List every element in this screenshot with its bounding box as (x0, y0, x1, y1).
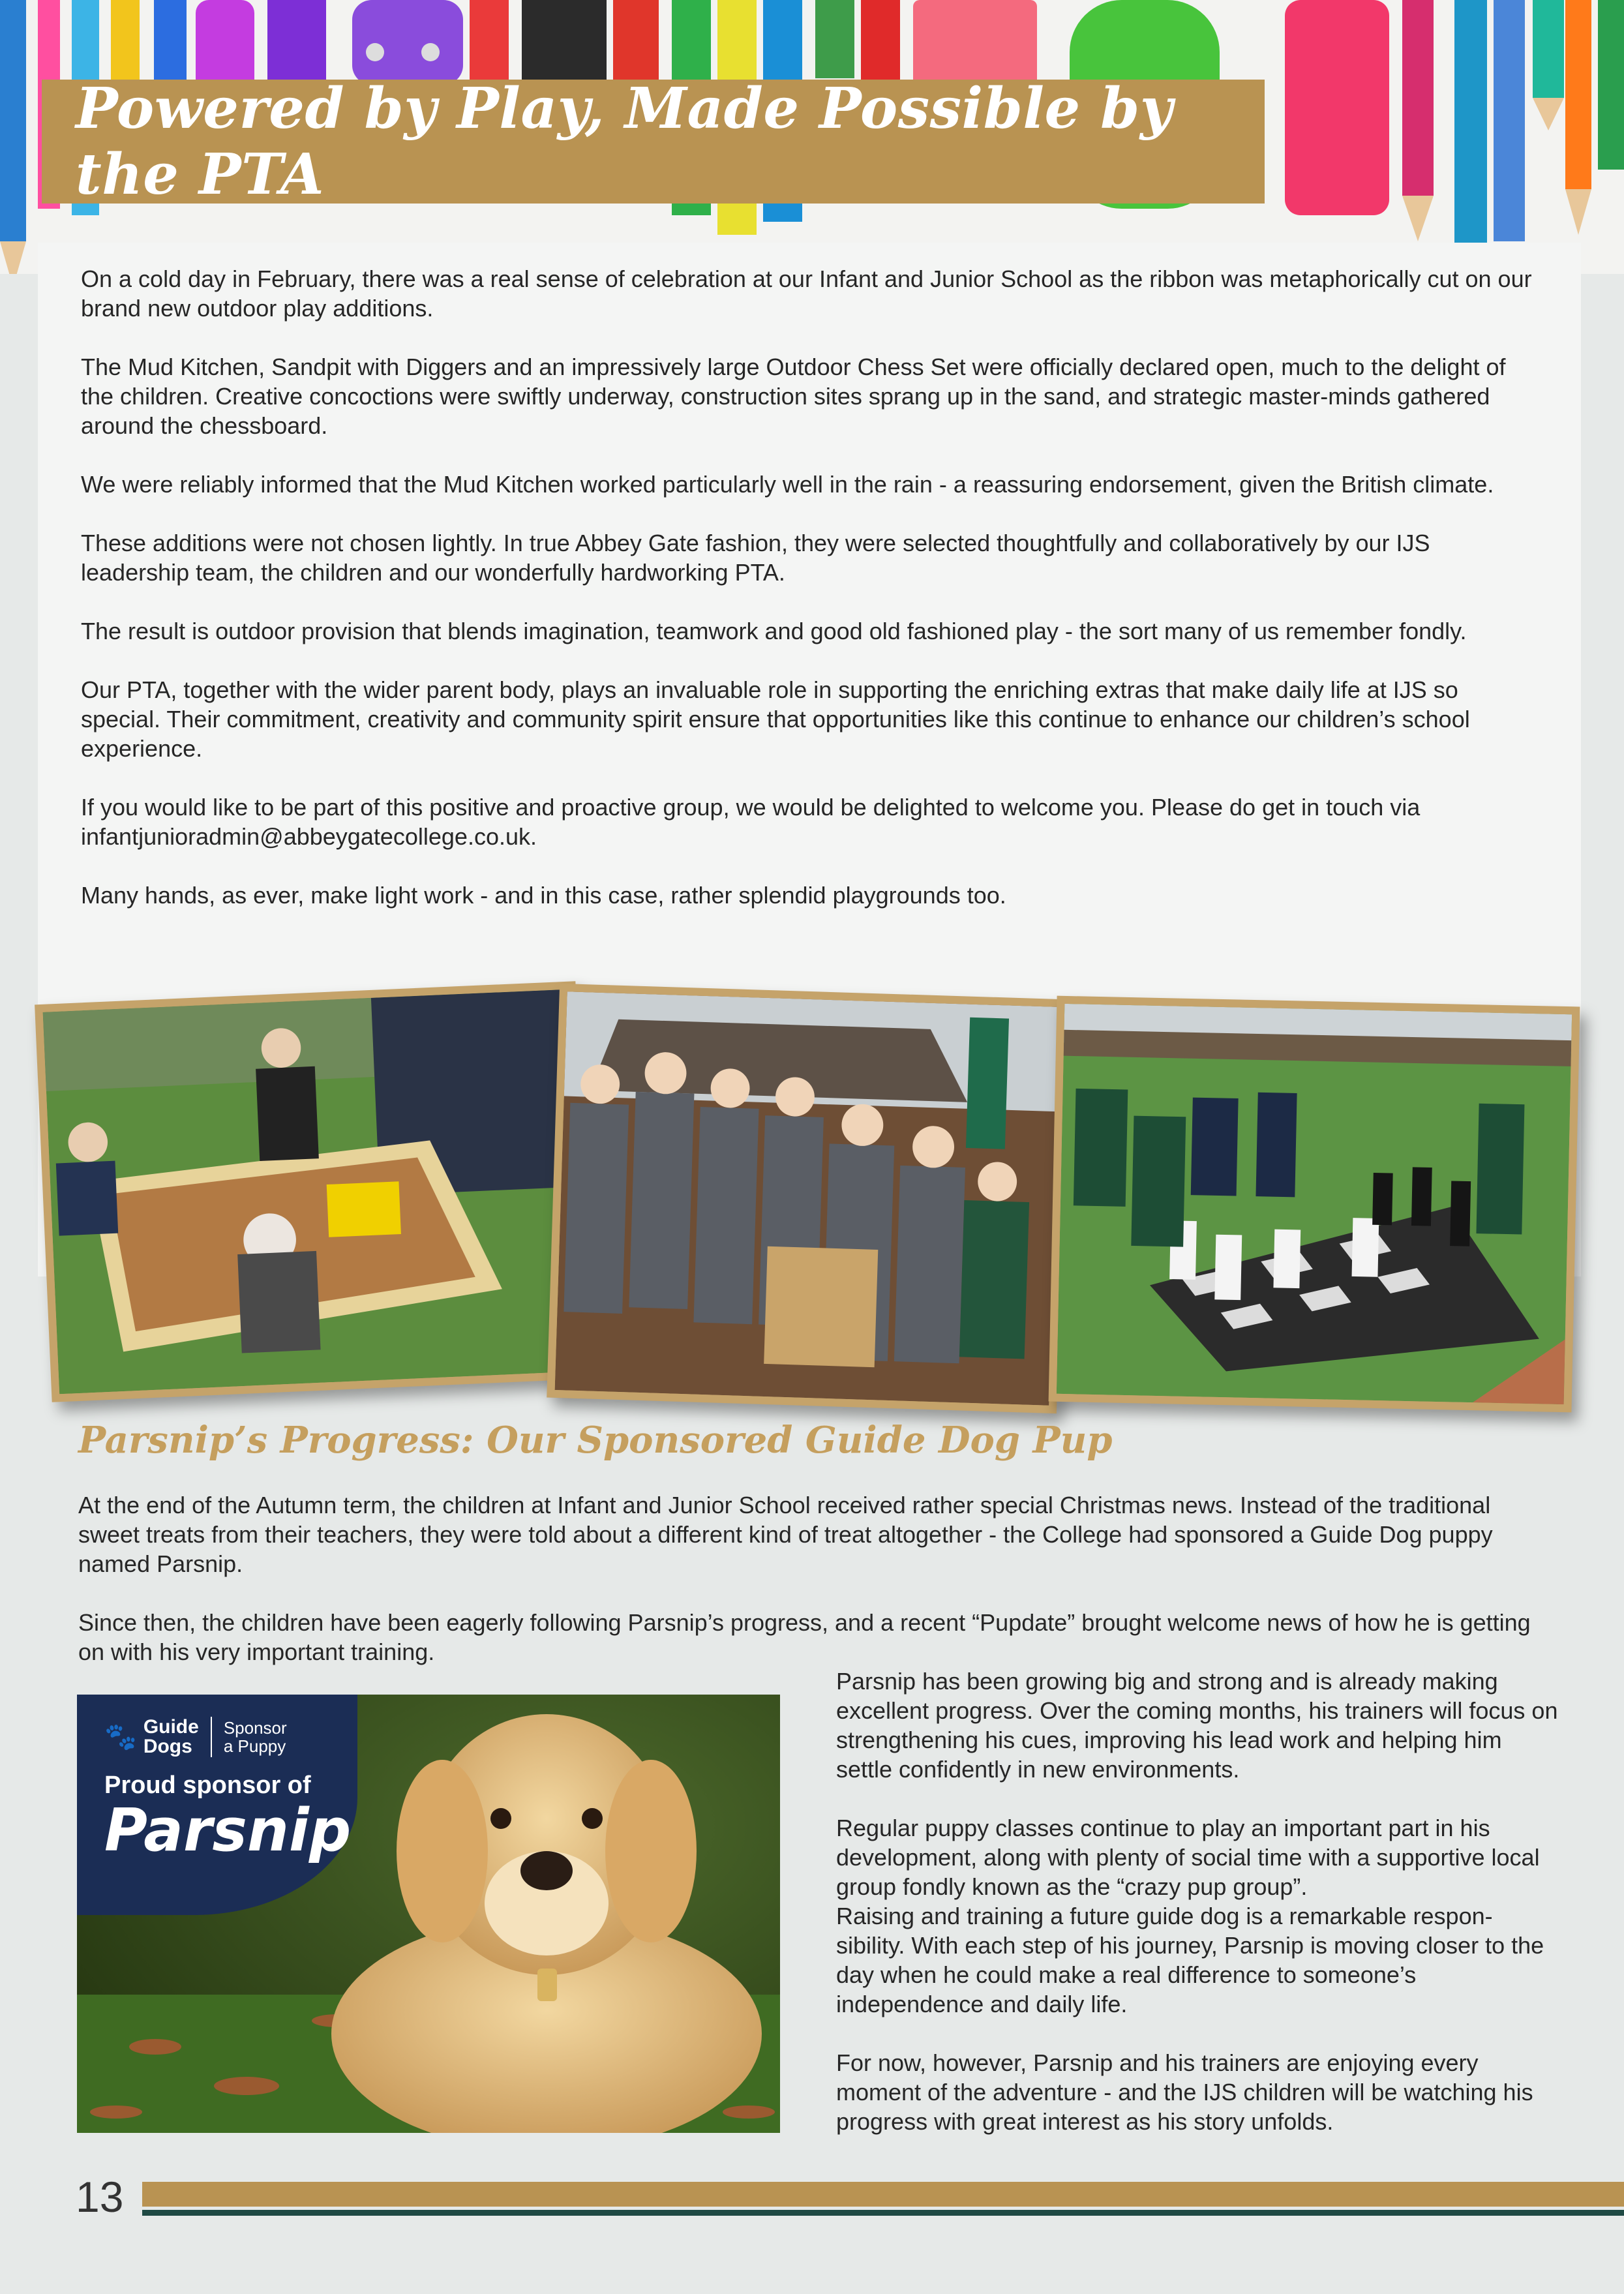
children-group-photo (547, 984, 1070, 1413)
logo-divider (211, 1717, 212, 1757)
article-paragraph: Our PTA, together with the wider parent body, plays an invaluable role in supporting the enriching extras that make daily life at IJS so special. Their commitment, creativity and community spirit ensure that opportunities like this continue to enhance our children’s school experience. (81, 676, 1470, 762)
children-group-photo-image (555, 991, 1062, 1406)
right-paragraph: Raising and training a future guide dog is a remarkable respon-sibility. With each step of his journey, Parsnip is moving closer to the day when he could make a real difference to someone’s independence and daily life. (836, 1903, 1544, 2017)
guide-dog-photo (77, 1695, 780, 2133)
page-title: Powered by Play, Made Possible by the PTA (76, 76, 1173, 207)
chess-set-photo (1049, 996, 1580, 1413)
intro-paragraph: At the end of the Autumn term, the children at Infant and Junior School received rather special Christmas news. Instead of the traditional sweet treats from their teachers, they were told about a different kind of treat altogether - the College had sponsored a Guide Dog puppy named Parsnip. (78, 1492, 1493, 1577)
article-body (81, 264, 1542, 939)
right-paragraph: Parsnip has been growing big and strong and is already making excellent progress. Over the coming months, his trainers will focus on strengthening his cues, improving his lead work and helping him settle confidently in new environments. (836, 1668, 1558, 1783)
puppy-name: Parsnip (104, 1796, 352, 1865)
right-column-text (836, 1667, 1560, 2166)
article-paragraph: Many hands, as ever, make light work - and in this case, rather splendid playgrounds too. (81, 882, 1006, 909)
intro-paragraph: Since then, the children have been eagerly following Parsnip’s progress, and a recent “Pupdate” brought welcome news of how he is getting on with his very important training. (78, 1609, 1531, 1665)
guide-dogs-wordmark (143, 1717, 199, 1757)
paw-icon: 🐾 (104, 1723, 137, 1751)
brand-line: Dogs (143, 1736, 192, 1757)
article-paragraph: If you would like to be part of this positive and proactive group, we would be delighted to welcome you. Please do get in touch via infantjunioradmin@abbeygatecollege.co.uk. (81, 794, 1421, 850)
chess-set-photo-image (1057, 1004, 1572, 1404)
article-paragraph: On a cold day in February, there was a real sense of celebration at our Infant and Junior School as the ribbon was metaphorically cut on our brand new outdoor play additions. (81, 265, 1532, 322)
section-heading: Parsnip’s Progress: Our Sponsored Guide Dog Pup (78, 1419, 1113, 1462)
article-paragraph: We were reliably informed that the Mud Kitchen worked particularly well in the rain - a reassuring endorsement, given the British climate. (81, 471, 1494, 498)
section-intro (78, 1490, 1552, 1696)
title-banner (42, 76, 1265, 207)
brand-line: Guide (143, 1716, 199, 1738)
sponsor-line: a Puppy (223, 1736, 286, 1756)
proud-sponsor-text: Proud sponsor of (104, 1772, 311, 1799)
sandpit-photo (35, 981, 593, 1402)
page-number: 13 (76, 2173, 124, 2221)
article-paragraph: These additions were not chosen lightly. In true Abbey Gate fashion, they were selected thoughtfully and collaboratively by our IJS leadership team, the children and our wonderfully hardworking PTA. (81, 530, 1430, 586)
footer-green-line (142, 2210, 1624, 2216)
sponsor-a-puppy-text (224, 1719, 287, 1755)
article-paragraph: The Mud Kitchen, Sandpit with Diggers and an impressively large Outdoor Chess Set were officially declared open, much to the delight of the children. Creative concoctions were swiftly underway, construction sites sprang up in the sand, and strategic master-minds gathered around the chessboard. (81, 354, 1506, 439)
article-paragraph: The result is outdoor provision that blends imagination, teamwork and good old fashioned play - the sort many of us remember fondly. (81, 618, 1467, 644)
sponsor-line: Sponsor (223, 1718, 287, 1738)
guide-dogs-logo (104, 1717, 357, 1757)
sandpit-photo-image (43, 989, 585, 1395)
footer-gold-bar (142, 2182, 1624, 2207)
right-paragraph: For now, however, Parsnip and his trainers are enjoying every moment of the adventure - and the IJS children will be watching his progress with great interest as his story unfolds. (836, 2049, 1533, 2135)
right-paragraph: Regular puppy classes continue to play an important part in his development, along with plenty of social time with a supportive local group fondly known as the “crazy pup group”. (836, 1815, 1540, 1900)
